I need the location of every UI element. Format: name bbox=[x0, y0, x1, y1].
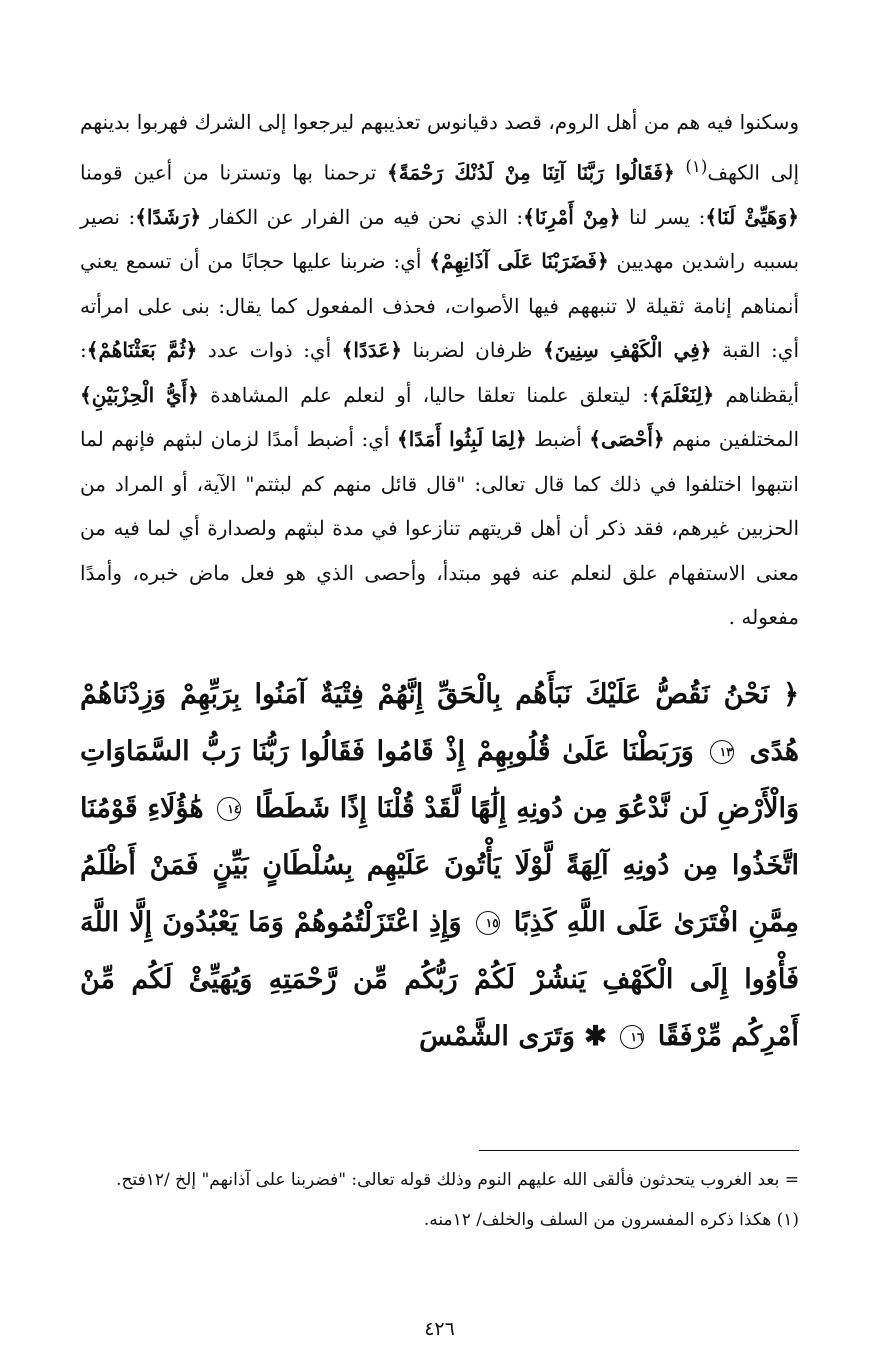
ornate-bracket: ﴿ bbox=[783, 678, 799, 710]
commentary-text: : نصير بسببه راشدين مهديين bbox=[80, 204, 800, 274]
commentary-text: أضبط bbox=[534, 427, 582, 452]
commentary-text: : أيقظناهم bbox=[80, 338, 800, 407]
verse-quote: ﴿فِي الْكَهْفِ سِنِينَ﴾ bbox=[542, 338, 712, 363]
commentary-text: : الذي نحن فيه من الفرار عن الكفار bbox=[209, 204, 524, 229]
verse-quote: ﴿وَهَيِّئْ لَنَا﴾ bbox=[705, 204, 799, 229]
verse-quote: ﴿أَحْصَى﴾ bbox=[589, 427, 665, 452]
quran-verse-text: نَحْنُ نَقُصُّ عَلَيْكَ نَبَأَهُم بِالْحَقِّ إِنَّهُمْ فِتْيَةٌ آمَنُوا بِرَبِّهِمْ وَزِدْنَاهُمْ هُدًى bbox=[80, 678, 800, 767]
commentary-text: : ليتعلق علمنا تعلقا حاليا، أو لنعلم علم المشاهدة bbox=[210, 382, 649, 407]
tafsir-commentary bbox=[80, 100, 799, 640]
footnotes bbox=[80, 1160, 799, 1240]
quran-text-block bbox=[80, 666, 799, 1065]
verse-quote: ﴿رَشَدًا﴾ bbox=[135, 204, 202, 229]
footnote-separator bbox=[479, 1150, 799, 1151]
footnote-continuation: = بعد الغروب يتحدثون فألقى الله عليهم النوم وذلك قوله تعالى: "فضربنا على آذانهم" إلخ /١٢فتح. bbox=[116, 1170, 799, 1190]
verse-quote: ﴿أَيُّ الْحِزْبَيْنِ﴾ bbox=[80, 382, 199, 407]
verse-quote: ﴿فَقَالُوا رَبَّنَا آتِنَا مِنْ لَدُنْكَ رَحْمَةً﴾ bbox=[387, 160, 675, 185]
quran-verse-text: وَرَبَطْنَا عَلَىٰ قُلُوبِهِمْ إِذْ قَامُوا فَقَالُوا رَبُّنَا رَبُّ السَّمَاوَاتِ وَالْأَرْضِ لَن نَّدْعُوَ مِن دُونِهِ إِلَٰهًا لَّقَدْ قُلْنَا إِذًا شَطَطًا bbox=[80, 735, 800, 824]
verse-quote: ﴿فَضَرَبْنَا عَلَى آذَانِهِمْ﴾ bbox=[429, 249, 609, 274]
verse-number-marker: ١٤ bbox=[217, 797, 241, 821]
verse-quote: ﴿لِنَعْلَمَ﴾ bbox=[648, 382, 715, 407]
commentary-text: : يسر لنا bbox=[628, 204, 706, 229]
quran-verse-text: هَٰؤُلَاءِ قَوْمُنَا اتَّخَذُوا مِن دُونِهِ آلِهَةً لَّوْلَا يَأْتُونَ عَلَيْهِم بِسُلْطَانٍ بَيِّنٍ فَمَنْ أَظْلَمُ مِمَّنِ افْتَرَىٰ عَلَى اللَّهِ كَذِبًا bbox=[80, 792, 799, 938]
quran-verse-text: ✱ وَتَرَى الشَّمْسَ bbox=[419, 1020, 607, 1052]
verse-number-marker: ١٥ bbox=[476, 911, 500, 935]
footnote-ref: (١) bbox=[685, 156, 708, 176]
commentary-text: أي: ذوات عدد bbox=[207, 338, 332, 363]
verse-number-marker: ١٦ bbox=[620, 1025, 644, 1049]
verse-quote: ﴿مِنْ أَمْرِنَا﴾ bbox=[523, 204, 621, 229]
verse-number-marker: ١٣ bbox=[710, 740, 734, 764]
footnote-1: (١) هكذا ذكره المفسرون من السلف والخلف/ ١٢منه. bbox=[423, 1210, 799, 1230]
commentary-text: ظرفان لضربنا bbox=[412, 338, 533, 363]
verse-quote: ﴿عَدَدًا﴾ bbox=[341, 338, 402, 363]
commentary-paragraph bbox=[80, 100, 799, 640]
commentary-text: وسكنوا فيه هم من أهل الروم، قصد دقيانوس تعذيبهم ليرجعوا إلى الشرك فهربوا بدينهم إلى الكهف bbox=[80, 110, 800, 185]
commentary-text: أي: ضربنا عليها حجابًا من أن تسمع يعني أنمناهم إنامة ثقيلة لا تنبههم فيها الأصوات، فحذف المفعول كما يقال: بنى على امرأته أي: القبة bbox=[80, 249, 800, 363]
verse-quote: ﴿لِمَا لَبِثُوا أَمَدًا﴾ bbox=[396, 427, 527, 452]
commentary-text: ترحمنا بها وتسترنا من أعين قومنا bbox=[80, 160, 377, 185]
commentary-text: المختلفين منهم bbox=[672, 427, 800, 452]
page-number: ٤٢٦ bbox=[424, 1318, 455, 1340]
verse-quote: ﴿ثُمَّ بَعَثْنَاهُمْ﴾ bbox=[86, 338, 198, 363]
commentary-text: أي: أضبط أمدًا لزمان لبثهم فإنهم لما انتبهوا اختلفوا في ذلك كما قال تعالى: "قال قائل منهم كم لبثتم" الآية، أو المراد من الحزبين غيرهم، فقد ذكر أن أهل قريتهم تنازعوا في مدة لبثهم ولصدارة أي لما فيه من معنى الاستفهام علق لنعلم عنه فهو مبتدأ، وأحصى الذي هو فعل ماض خبره، وأمدًا مفعوله . bbox=[80, 427, 799, 630]
quran-verse-text: وَإِذِ اعْتَزَلْتُمُوهُمْ وَمَا يَعْبُدُونَ إِلَّا اللَّهَ فَأْوُوا إِلَى الْكَهْفِ يَنشُرْ لَكُمْ رَبُّكُم مِّن رَّحْمَتِهِ وَيُهَيِّئْ لَكُم مِّنْ أَمْرِكُم مِّرْفَقًا bbox=[80, 906, 799, 1052]
